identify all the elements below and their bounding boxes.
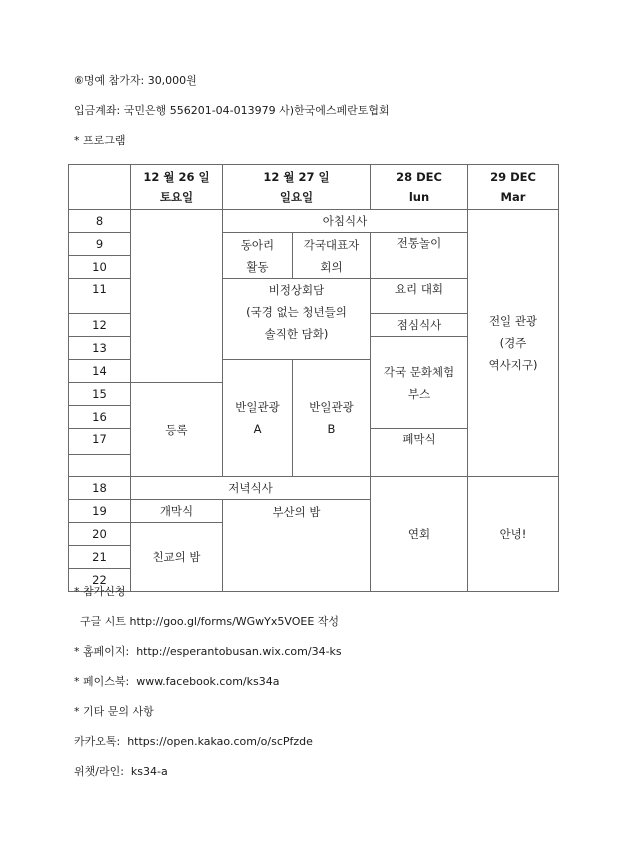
event-banquet: 연회: [371, 477, 468, 592]
hour-cell: 13: [69, 337, 131, 360]
kakao-link[interactable]: 카카오톡: https://open.kakao.com/o/scPfzde: [74, 735, 313, 748]
event-breakfast: 아침식사: [223, 210, 468, 233]
event-line: B: [327, 422, 336, 436]
event-lunch: 점심식사: [371, 314, 468, 337]
header-date: 12 월 26 일: [143, 170, 210, 184]
event-friendship-night: 친교의 밤: [131, 523, 223, 592]
event-line: 반일관광: [235, 400, 280, 414]
hour-cell-empty: [69, 455, 131, 477]
event-line: 솔직한 담화): [264, 327, 329, 341]
event-informal-talk: [223, 279, 371, 360]
header-dec27: [223, 165, 371, 210]
inquiries-heading: * 기타 문의 사항: [74, 705, 154, 718]
event-full-day-tour: [468, 210, 559, 477]
event-folk-games: 전통놀이: [371, 233, 468, 279]
event-line: 부스: [407, 386, 431, 401]
google-form-link[interactable]: 구글 시트 http://goo.gl/forms/WGwYx5VOEE 작성: [80, 615, 340, 628]
event-dinner: 저녁식사: [131, 477, 371, 500]
header-date: 28 DEC: [396, 170, 442, 184]
hour-cell: 15: [69, 383, 131, 406]
event-culture-booth: [371, 337, 468, 429]
hour-cell: 19: [69, 500, 131, 523]
event-delegates-meeting: [293, 233, 371, 279]
header-date: 29 DEC: [490, 170, 536, 184]
header-corner: [69, 165, 131, 210]
tour-line: 전일 관광: [488, 314, 538, 328]
event-opening-ceremony: 개막식: [131, 500, 223, 523]
event-line: 동아리: [240, 237, 275, 252]
facebook-link[interactable]: * 페이스북: www.facebook.com/ks34a: [74, 675, 280, 688]
hour-cell: 12: [69, 314, 131, 337]
hour-cell: 8: [69, 210, 131, 233]
event-cooking-contest: 요리 대회: [371, 279, 468, 314]
header-day: lun: [408, 190, 430, 204]
honor-participant-fee: ⑥명예 참가자: 30,000원: [74, 74, 197, 87]
hour-cell: 17: [69, 429, 131, 455]
event-line: 각국 문화체험: [383, 364, 455, 379]
event-line: 회의: [320, 259, 343, 274]
hour-cell: 14: [69, 360, 131, 383]
tour-line: (경주: [499, 336, 527, 350]
dec26-morning-empty: [131, 210, 223, 383]
event-half-tour-a: [223, 360, 293, 477]
hour-cell: 20: [69, 523, 131, 546]
wechat-line-id: 위챗/라인: ks34-a: [74, 765, 168, 778]
header-dec26: [131, 165, 223, 210]
hour-cell: 18: [69, 477, 131, 500]
hour-cell: 9: [69, 233, 131, 256]
tour-line: 역사지구): [488, 358, 538, 372]
event-line: 비정상회담: [268, 283, 325, 297]
header-day: Mar: [500, 190, 526, 204]
hour-cell: 21: [69, 546, 131, 569]
hour-cell: 22: [69, 569, 131, 592]
header-date: 12 월 27 일: [263, 170, 330, 184]
program-heading: * 프로그램: [74, 134, 126, 147]
event-line: (국경 없는 청년들의: [246, 305, 347, 319]
header-dec29: [468, 165, 559, 210]
bank-account-info: 입금계좌: 국민은행 556201-04-013979 사)한국에스페란토협회: [74, 104, 390, 117]
event-line: 각국대표자: [303, 237, 360, 252]
event-closing-ceremony: 폐막식: [371, 429, 468, 477]
hour-cell: 16: [69, 406, 131, 429]
event-farewell: 안녕!: [468, 477, 559, 592]
schedule-table: [68, 164, 559, 592]
event-registration: 등록: [131, 383, 223, 477]
event-club-activity: [223, 233, 293, 279]
hour-cell: 10: [69, 256, 131, 279]
event-line: 활동: [246, 259, 269, 274]
event-half-tour-b: [293, 360, 371, 477]
header-day: 일요일: [279, 190, 314, 204]
event-line: A: [253, 422, 262, 436]
homepage-link[interactable]: * 홈페이지: http://esperantobusan.wix.com/34-ks: [74, 645, 342, 658]
apply-heading: * 참가신청: [74, 585, 126, 598]
header-day: 토요일: [159, 190, 194, 204]
hour-cell: 11: [69, 279, 131, 314]
event-line: 반일관광: [309, 400, 354, 414]
event-busan-night: 부산의 밤: [223, 500, 371, 592]
header-row: [69, 165, 559, 210]
header-dec28: [371, 165, 468, 210]
